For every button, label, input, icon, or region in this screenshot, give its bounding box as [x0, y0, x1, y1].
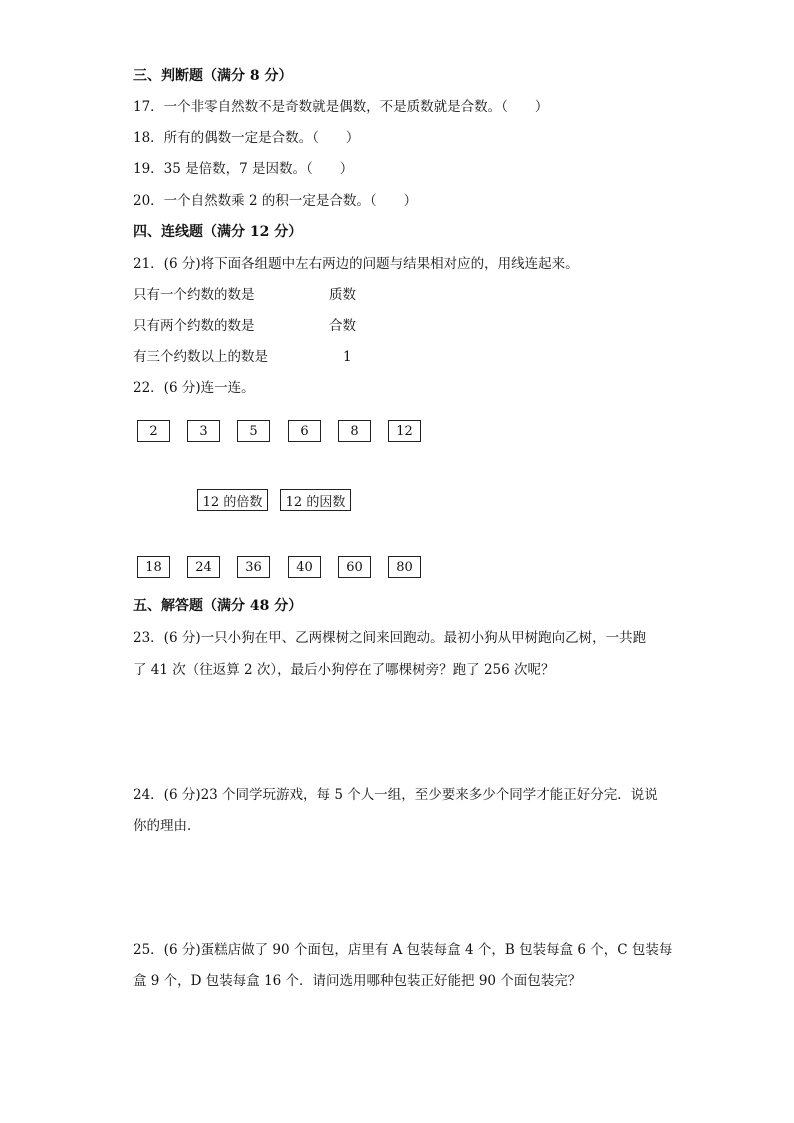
q22-top-box: 2 — [137, 420, 170, 442]
q22-bottom-box: 36 — [237, 556, 270, 578]
q22-bottom-box: 80 — [388, 556, 421, 578]
q22-bottom-box: 40 — [288, 556, 321, 578]
q21-right-item: 质数 — [329, 287, 356, 303]
question-25-line1: 25．(6 分)蛋糕店做了 90 个面包，店里有 A 包装每盒 4 个，B 包装每盒 6 个，C 包装每 — [133, 942, 673, 958]
question-21: 21．(6 分)将下面各组题中左右两边的问题与结果相对应的，用线连起来。 — [133, 256, 579, 272]
question-23-line2: 了 41 次（往返算 2 次），最后小狗停在了哪棵树旁？跑了 256 次呢？ — [133, 662, 555, 678]
q21-left-item: 有三个约数以上的数是 — [133, 349, 268, 365]
q21-right-item: 合数 — [329, 318, 356, 334]
question-24-line1: 24．(6 分)23 个同学玩游戏，每 5 个人一组，至少要来多少个同学才能正好分完．说说 — [133, 787, 658, 803]
q22-top-box: 5 — [237, 420, 270, 442]
section3-heading: 三、判断题（满分 8 分） — [133, 68, 293, 84]
question-20: 20．一个自然数乘 2 的积一定是合数。（ ） — [133, 193, 418, 209]
question-22: 22．(6 分)连一连。 — [133, 380, 255, 396]
q21-left-item: 只有一个约数的数是 — [133, 287, 255, 303]
question-18: 18．所有的偶数一定是合数。（ ） — [133, 130, 360, 146]
question-23-line1: 23．(6 分)一只小狗在甲、乙两棵树之间来回跑动。最初小狗从甲树跑向乙树，一共跑 — [133, 630, 647, 646]
section4-heading: 四、连线题（满分 12 分） — [133, 224, 303, 240]
q22-bottom-box: 18 — [137, 556, 170, 578]
question-17: 17．一个非零自然数不是奇数就是偶数，不是质数就是合数。（ ） — [133, 99, 549, 115]
q21-right-item: 1 — [343, 349, 352, 365]
q22-bottom-box: 24 — [187, 556, 220, 578]
q22-top-box: 12 — [388, 420, 421, 442]
section5-heading: 五、解答题（满分 48 分） — [133, 598, 303, 614]
question-25-line2: 盒 9 个，D 包装每盒 16 个．请问选用哪种包装正好能把 90 个面包装完？ — [133, 973, 582, 989]
question-24-line2: 你的理由． — [133, 818, 201, 834]
q22-top-box: 8 — [338, 420, 371, 442]
q22-multiples-box: 12 的倍数 — [197, 489, 268, 511]
q21-left-item: 只有两个约数的数是 — [133, 318, 255, 334]
question-19: 19．35 是倍数，7 是因数。（ ） — [133, 161, 354, 177]
q22-factors-box: 12 的因数 — [280, 489, 351, 511]
q22-top-box: 6 — [288, 420, 321, 442]
q22-top-box: 3 — [187, 420, 220, 442]
q22-bottom-box: 60 — [338, 556, 371, 578]
